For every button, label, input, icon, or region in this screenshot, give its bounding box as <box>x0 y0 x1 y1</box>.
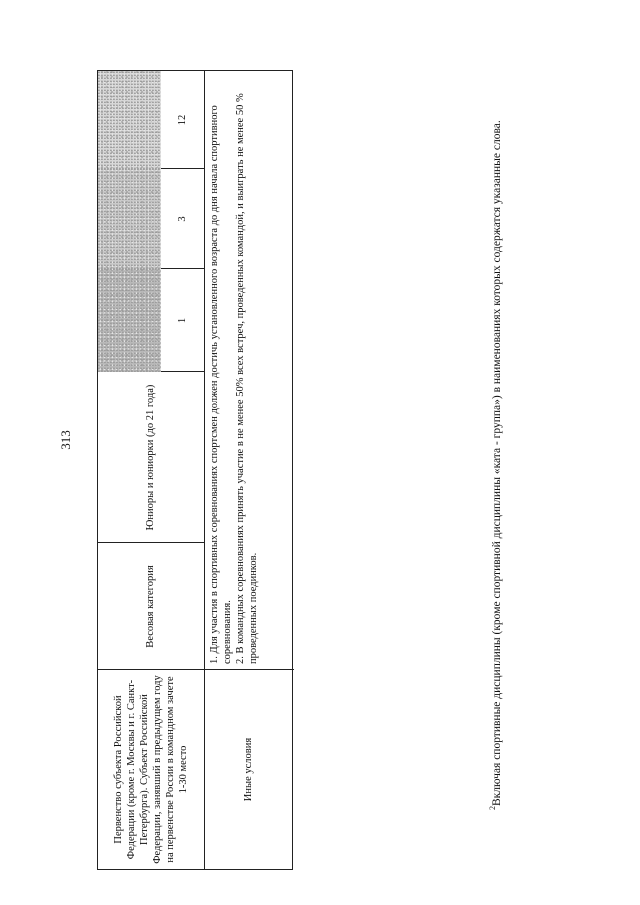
age-group-cell: Юниоры и юниорки (до 21 года) <box>145 384 157 531</box>
condition-2: 2. В командных соревнованиях принять участие в не менее 50% всех встреч, проведенных командой, и выиграть не менее 50 % проведенных поединков. <box>235 93 260 664</box>
other-conditions-label: Иные условия <box>243 737 255 802</box>
shaded-cell <box>98 269 161 372</box>
condition-1: 1. Для участия в спортивных соревнованиях спортсмен должен достичь установленного возраста до дня начала спортивного соревнования. <box>209 105 234 664</box>
value-cell: 1 <box>176 317 188 324</box>
competition-cell: Первенство субъекта Российской Федерации (кроме г. Москвы и г. Санкт-Петербурга). Субъект Российской Федерации, занявший в предыдущем году на первенстве России в командном зачете 1-30 место <box>112 675 190 864</box>
weight-category-cell: Весовая категория <box>145 565 157 648</box>
footnote <box>488 120 505 810</box>
value-cell: 3 <box>176 216 188 222</box>
page-number: 313 <box>58 430 73 450</box>
value-column-1 <box>98 269 204 372</box>
value-column-2 <box>98 169 204 269</box>
conditions-cell <box>204 71 294 670</box>
shaded-cell <box>98 71 161 169</box>
footnote-marker: 2 <box>488 806 497 810</box>
value-column-3 <box>98 71 204 169</box>
value-cell: 12 <box>176 114 188 126</box>
shaded-cell <box>98 169 161 269</box>
requirements-table <box>97 70 293 870</box>
footnote-text: Включая спортивные дисциплины (кроме спортивной дисциплины «ката - группа») в наименованиях которых содержатся указанные слова. <box>490 120 503 806</box>
